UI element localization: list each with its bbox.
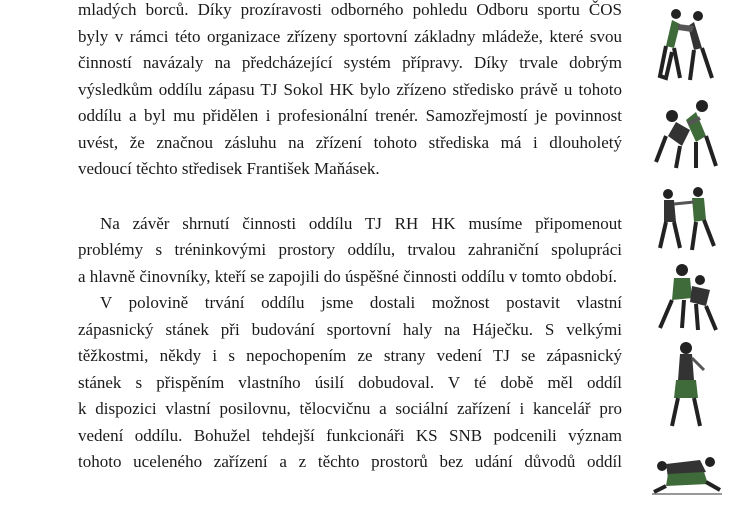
text-line: problémy s tréninkovými prostory oddílu, trvalou zahraniční spolupráci (78, 240, 622, 259)
wrestlers-throw-icon (652, 184, 722, 256)
text-line: vedoucí těchto středisek František Maňásek. (78, 159, 380, 178)
text-line: mladých borců. Díky prozíravosti odborného pohledu Odboru sportu ČOS (78, 0, 622, 19)
text-line: těžkostmi, někdy i s nepochopením ze strany vedení TJ se zápasnický (78, 346, 622, 365)
wrestlers-standing-icon (654, 6, 720, 84)
wrestlers-grapple-icon (652, 96, 722, 172)
paragraph-2 (78, 211, 622, 291)
wrestlers-clinch-icon (652, 262, 724, 334)
text-line: V polovině trvání oddílu jsme dostali možnost postavit vlastní (100, 293, 622, 312)
text-line: výsledkům oddílu zápasu TJ Sokol HK bylo zřízeno středisko právě u tohoto (78, 79, 622, 99)
text-column (78, 0, 622, 476)
wrestlers-ground-icon (648, 452, 726, 496)
text-line: vedení oddílu. Bohužel tehdejší funkcionáři KS SNB podcenili význam (78, 425, 622, 445)
wrestler-lift-icon (662, 340, 712, 432)
text-line: stánek s přispěním vlastního úsilí dobudoval. V té době měl oddíl (78, 372, 622, 392)
paragraph-gap (78, 183, 622, 211)
text-line: Na závěr shrnutí činnosti oddílu TJ RH HK musíme připomenout (100, 213, 622, 233)
text-line: zápasnický stánek při budování sportovní haly na Háječku. S velkými (78, 319, 622, 339)
paragraph-1 (78, 0, 622, 183)
text-line: činností navázaly na předcházející systém přípravy. Díky trvale dobrým (78, 53, 622, 72)
text-line: oddílu a byl mu přidělen i profesionální trenér. Samozřejmostí je povinnost (78, 106, 622, 125)
text-line: k dispozici vlastní posilovnu, tělocvičnu a sociální zařízení i kancelář pro (78, 399, 622, 418)
text-line: a hlavně činovníky, kteří se zapojili do úspěšné činnosti oddílu v tomto období. (78, 266, 618, 286)
text-line: byly v rámci této organizace zřízeny sportovní základny mládeže, které svou (78, 26, 622, 46)
paragraph-3 (78, 290, 622, 476)
text-line: tohoto uceleného zařízení a z těchto prostorů bez udání důvodů oddíl (78, 452, 622, 471)
wrestling-figures-column (648, 0, 740, 520)
text-line: uvést, že značnou zásluhu na zřízení tohoto střediska má i dlouholetý (78, 132, 622, 152)
